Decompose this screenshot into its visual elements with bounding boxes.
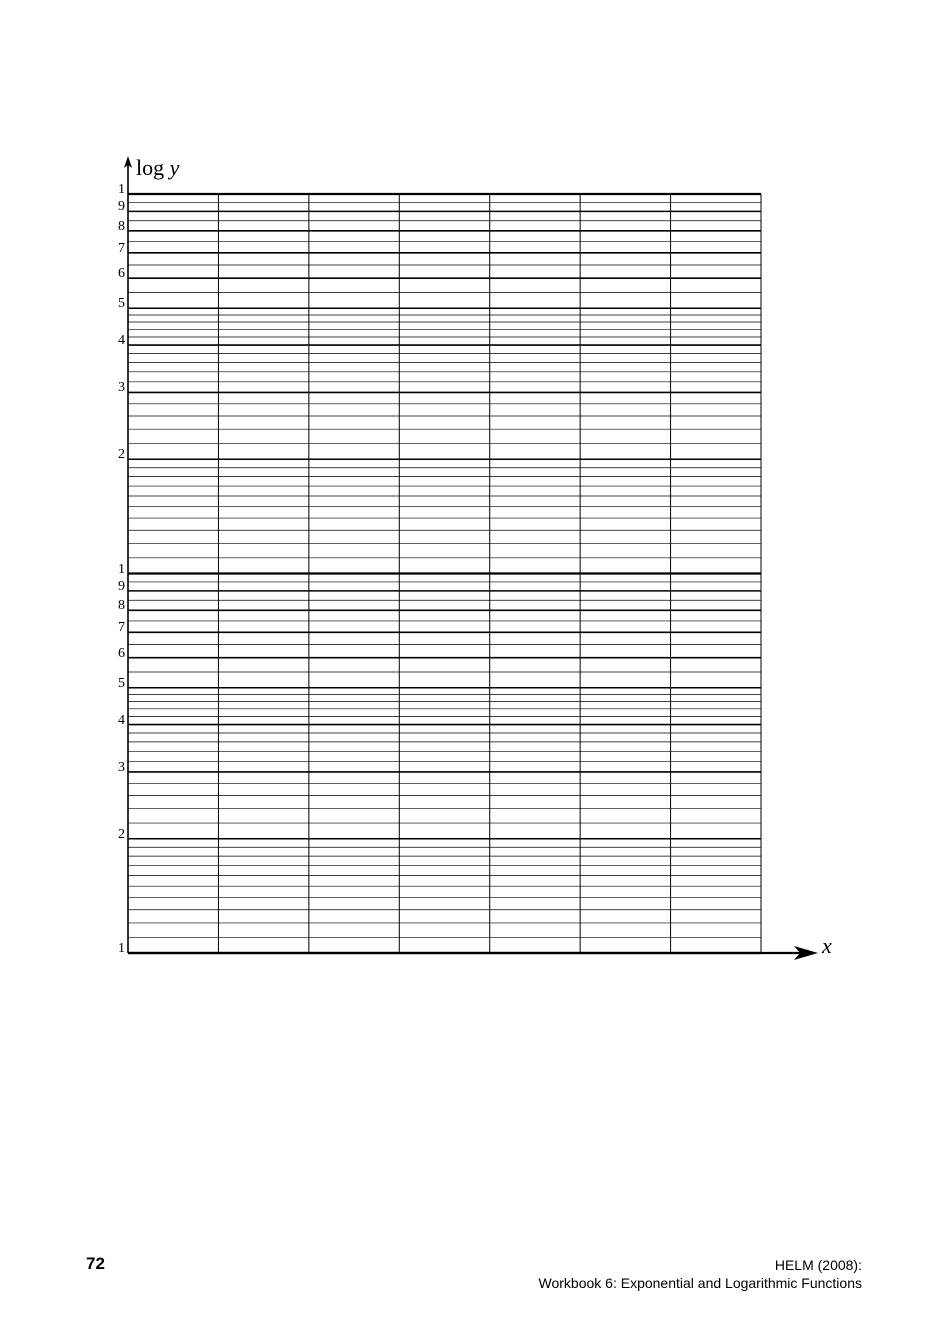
y-tick-label: 5 bbox=[118, 296, 125, 312]
y-tick-label: 9 bbox=[118, 578, 125, 594]
footer-source-line1: HELM (2008): bbox=[774, 1257, 862, 1273]
y-tick-label: 1 bbox=[118, 182, 125, 197]
y-tick-label: 9 bbox=[118, 199, 125, 215]
y-axis-title bbox=[136, 157, 179, 179]
y-tick-label: 4 bbox=[118, 712, 125, 728]
y-tick-label: 5 bbox=[118, 675, 125, 691]
y-tick-label: 3 bbox=[118, 759, 125, 775]
footer-source-line2: Workbook 6: Exponential and Logarithmic Functions bbox=[538, 1275, 862, 1291]
y-axis-log-text: log bbox=[136, 155, 165, 180]
footer-source bbox=[539, 1256, 862, 1292]
y-tick-label: 2 bbox=[118, 826, 125, 842]
grid-lines bbox=[128, 194, 761, 953]
y-tick-label: 6 bbox=[118, 266, 125, 282]
y-tick-label: 7 bbox=[118, 240, 125, 256]
y-tick-label: 7 bbox=[118, 620, 125, 636]
y-axis-variable: y bbox=[169, 155, 180, 180]
y-tick-label: 1 bbox=[118, 941, 125, 956]
y-tick-label: 3 bbox=[118, 380, 125, 396]
y-tick-label: 4 bbox=[118, 333, 125, 349]
y-tick-label: 2 bbox=[118, 447, 125, 463]
x-axis-title: x bbox=[822, 933, 832, 958]
page-number: 72 bbox=[86, 1254, 105, 1273]
y-tick-label: 1 bbox=[118, 561, 125, 577]
y-tick-label: 8 bbox=[118, 598, 125, 614]
y-tick-label: 8 bbox=[118, 218, 125, 234]
y-tick-label: 6 bbox=[118, 645, 125, 661]
